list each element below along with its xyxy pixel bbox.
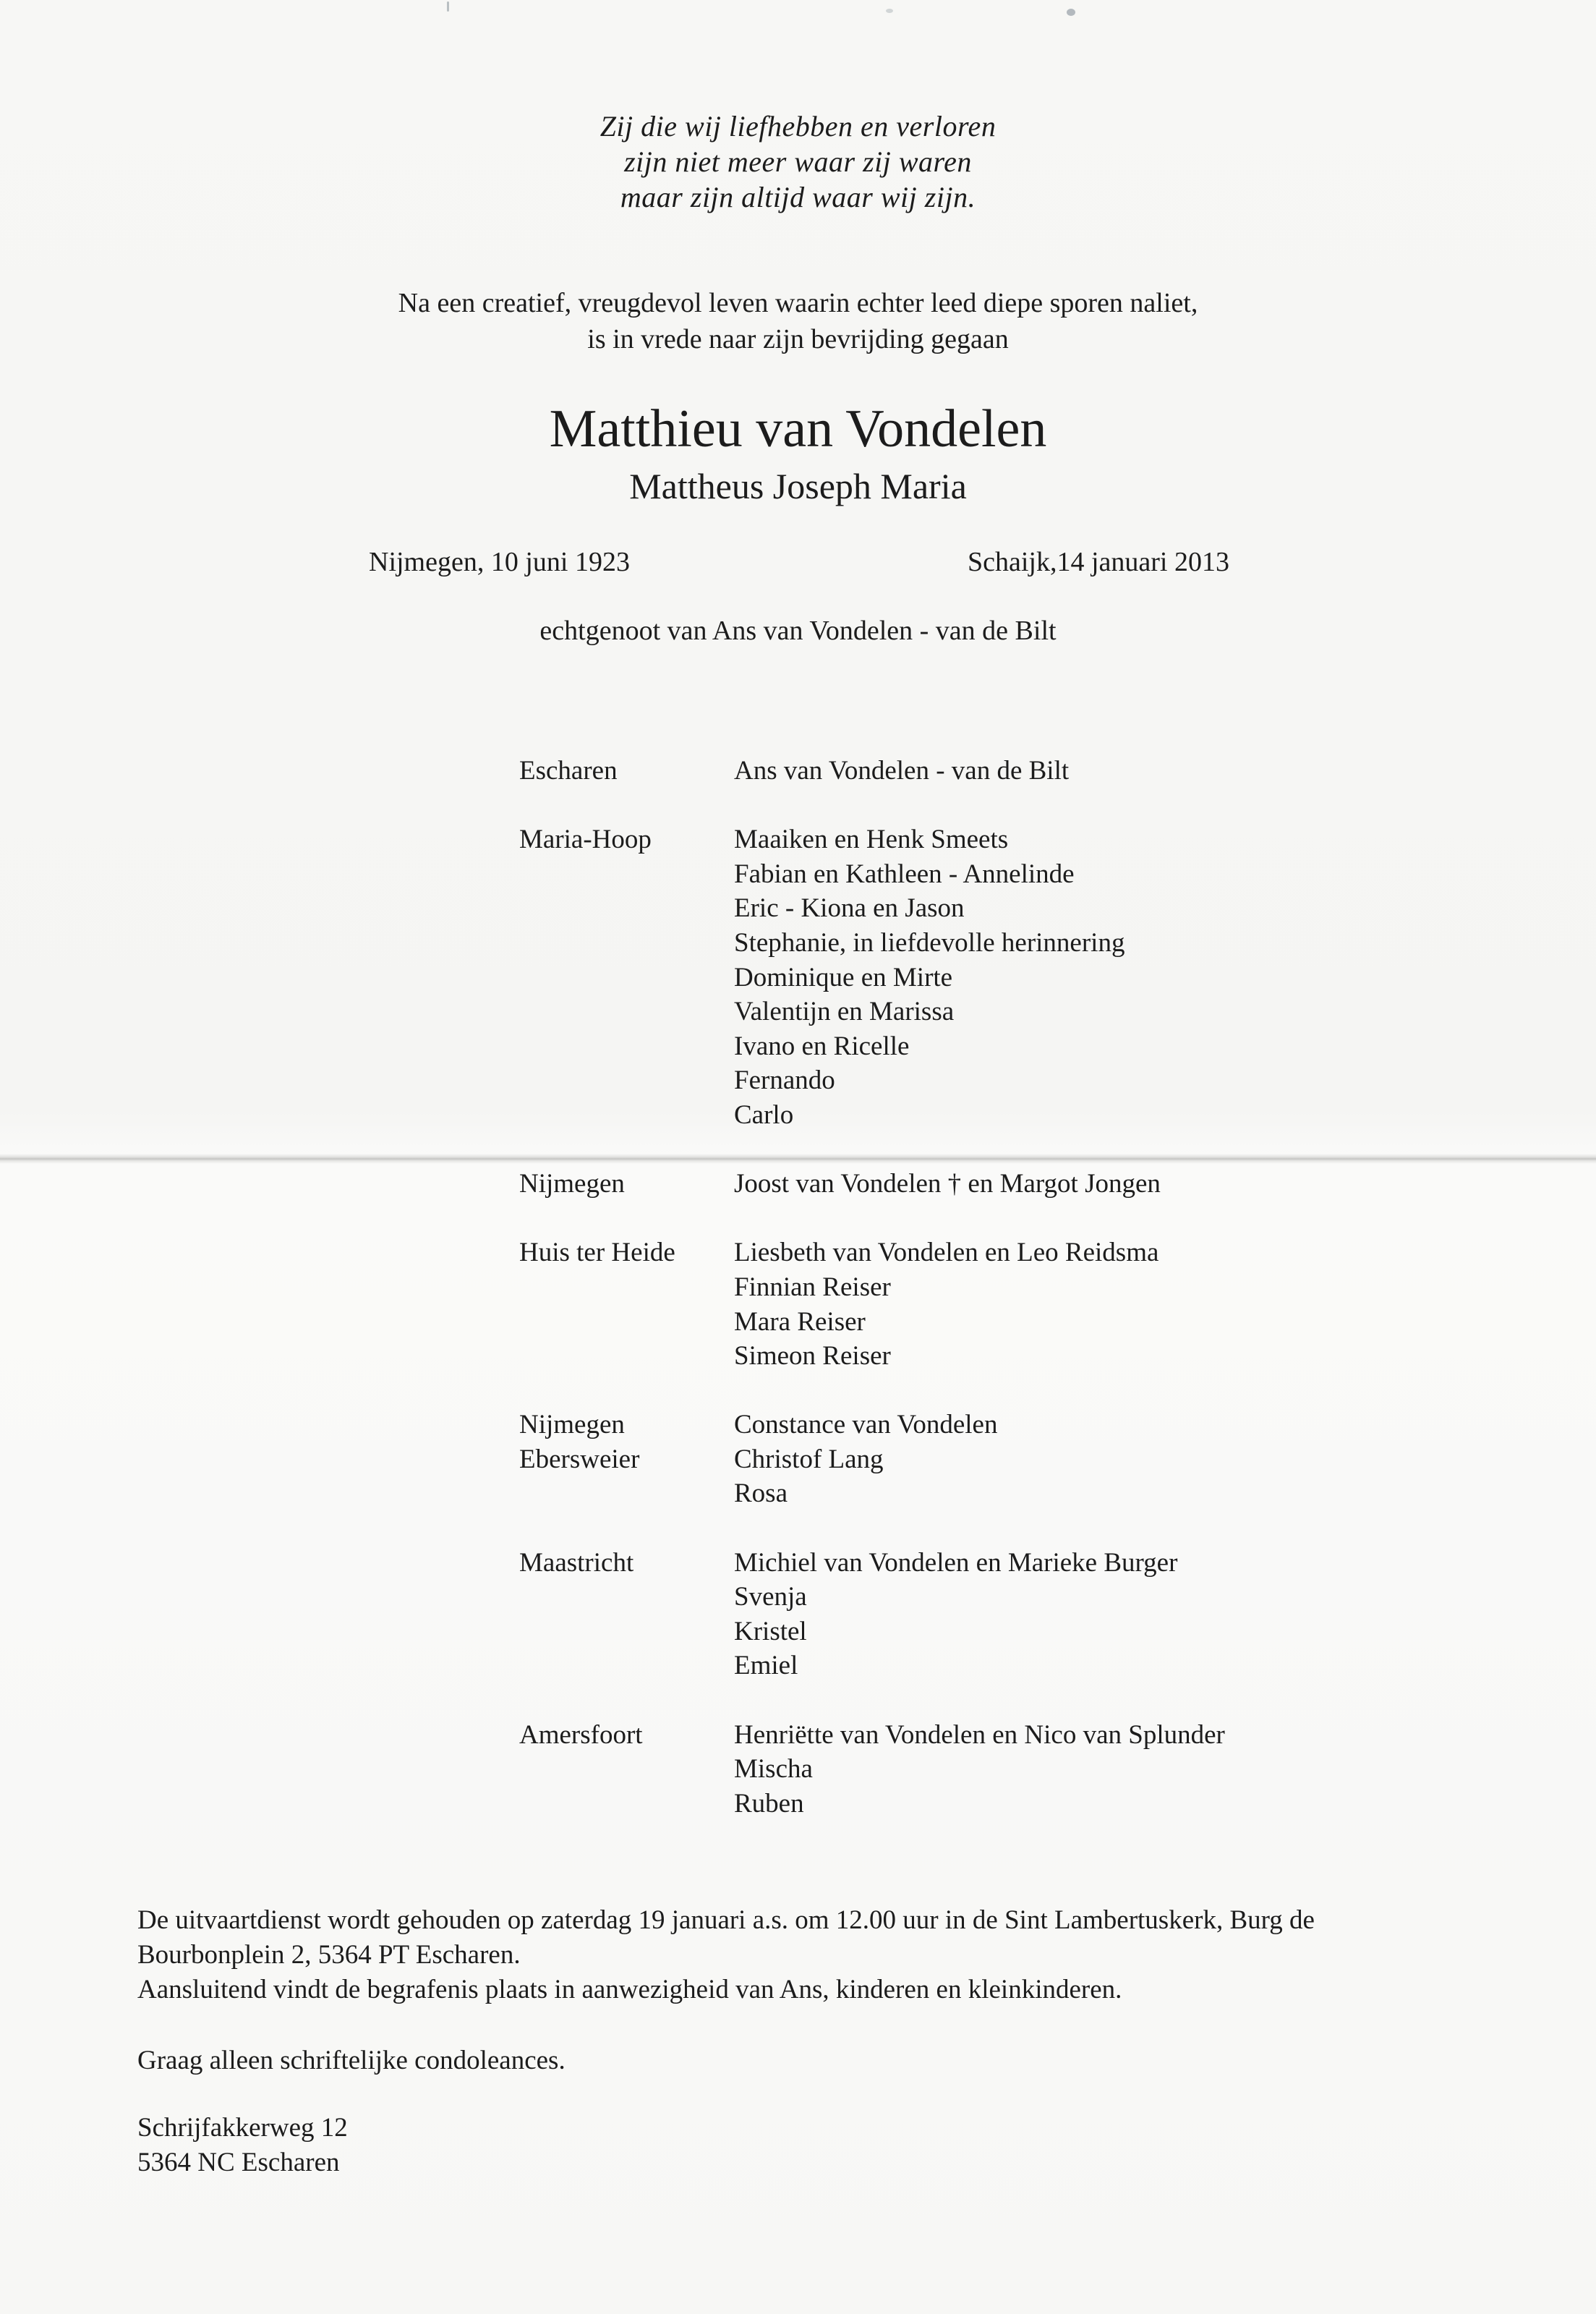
correspondence-address xyxy=(137,2111,348,2180)
family-member: Rosa xyxy=(734,1479,788,1509)
family-place-column xyxy=(519,1718,734,1821)
memorial-poem xyxy=(0,109,1596,215)
family-group xyxy=(519,1235,1459,1373)
intro-line: is in vrede naar zijn bevrijding gegaan xyxy=(587,324,1009,354)
deceased-given-names: Mattheus Joseph Maria xyxy=(629,466,967,506)
family-place-column xyxy=(519,754,734,788)
family-member: Simeon Reiser xyxy=(734,1341,891,1371)
family-group xyxy=(519,1408,1459,1511)
family-group xyxy=(519,1167,1459,1201)
family-member: Eric - Kiona en Jason xyxy=(734,893,965,924)
service-line: Aansluitend vindt de begrafenis plaats in aanwezigheid van Ans, kinderen en kleinkinderen. xyxy=(137,1975,1122,2004)
family-member: Emiel xyxy=(734,1651,798,1681)
family-place: Escharen xyxy=(519,756,618,786)
family-member: Ruben xyxy=(734,1788,804,1819)
family-member: Fernando xyxy=(734,1065,835,1096)
family-names-column xyxy=(734,1408,1459,1511)
family-member: Svenja xyxy=(734,1582,807,1612)
family-member: Finnian Reiser xyxy=(734,1272,891,1302)
family-member: Michiel van Vondelen en Marieke Burger xyxy=(734,1547,1178,1578)
address-city: 5364 NC Escharen xyxy=(137,2148,340,2177)
poem-line: maar zijn altijd waar wij zijn. xyxy=(620,181,976,213)
service-line: Bourbonplein 2, 5364 PT Escharen. xyxy=(137,1940,521,1970)
family-member: Kristel xyxy=(734,1616,807,1646)
intro-text xyxy=(0,285,1596,357)
family-place: Nijmegen xyxy=(519,1169,625,1199)
family-member: Dominique en Mirte xyxy=(734,962,953,992)
deceased-name: Matthieu van Vondelen xyxy=(549,399,1047,459)
family-member: Ans van Vondelen - van de Bilt xyxy=(734,756,1070,786)
family-member: Mara Reiser xyxy=(734,1306,866,1337)
poem-line: zijn niet meer waar zij waren xyxy=(624,145,972,178)
family-group xyxy=(519,754,1459,788)
family-place: Amersfoort xyxy=(519,1719,643,1750)
death-place-date: Schaijk,14 januari 2013 xyxy=(968,547,1229,577)
family-member: Ivano en Ricelle xyxy=(734,1031,910,1061)
family-place-column xyxy=(519,822,734,1132)
family-member: Mischa xyxy=(734,1754,813,1785)
family-names-column xyxy=(734,1235,1459,1373)
family-member: Valentijn en Marissa xyxy=(734,997,955,1027)
family-member: Carlo xyxy=(734,1099,794,1130)
family-names-column xyxy=(734,754,1459,788)
paper-speck xyxy=(886,9,893,13)
family-member: Joost van Vondelen † en Margot Jongen xyxy=(734,1169,1161,1199)
family-member: Maaiken en Henk Smeets xyxy=(734,825,1009,855)
family-place: Huis ter Heide xyxy=(519,1238,675,1268)
family-group xyxy=(519,1546,1459,1683)
paper-speck xyxy=(1067,9,1075,16)
birth-place-date: Nijmegen, 10 juni 1923 xyxy=(369,547,630,577)
paper-speck xyxy=(447,1,449,12)
family-names-column xyxy=(734,1546,1459,1683)
family-names-column xyxy=(734,1718,1459,1821)
family-list xyxy=(519,754,1459,1855)
family-place-column xyxy=(519,1546,734,1683)
intro-line: Na een creatief, vreugdevol leven waarin echter leed diepe sporen naliet, xyxy=(398,288,1198,318)
family-names-column xyxy=(734,822,1459,1132)
family-place: Maria-Hoop xyxy=(519,825,652,855)
family-place: Ebersweier xyxy=(519,1444,640,1474)
spouse-line: echtgenoot van Ans van Vondelen - van de Bilt xyxy=(539,616,1057,646)
family-member: Fabian en Kathleen - Annelinde xyxy=(734,859,1075,889)
family-place-column xyxy=(519,1408,734,1511)
family-member: Stephanie, in liefdevolle herinnering xyxy=(734,927,1125,958)
family-place-column xyxy=(519,1235,734,1373)
poem-line: Zij die wij liefhebben en verloren xyxy=(599,110,997,143)
funeral-service-info xyxy=(137,1903,1511,2007)
family-group xyxy=(519,822,1459,1132)
family-member: Constance van Vondelen xyxy=(734,1410,998,1440)
family-names-column xyxy=(734,1167,1459,1201)
family-member: Liesbeth van Vondelen en Leo Reidsma xyxy=(734,1238,1159,1268)
family-place: Maastricht xyxy=(519,1547,634,1578)
family-member: Christof Lang xyxy=(734,1444,884,1474)
family-place-column xyxy=(519,1167,734,1201)
family-place: Nijmegen xyxy=(519,1410,625,1440)
service-line: De uitvaartdienst wordt gehouden op zaterdag 19 januari a.s. om 12.00 uur in de Sint Lambertuskerk, Burg de xyxy=(137,1905,1315,1935)
family-member: Henriëtte van Vondelen en Nico van Splunder xyxy=(734,1719,1225,1750)
family-group xyxy=(519,1718,1459,1821)
condolences-note: Graag alleen schriftelijke condoleances. xyxy=(137,2046,566,2075)
address-street: Schrijfakkerweg 12 xyxy=(137,2113,348,2143)
